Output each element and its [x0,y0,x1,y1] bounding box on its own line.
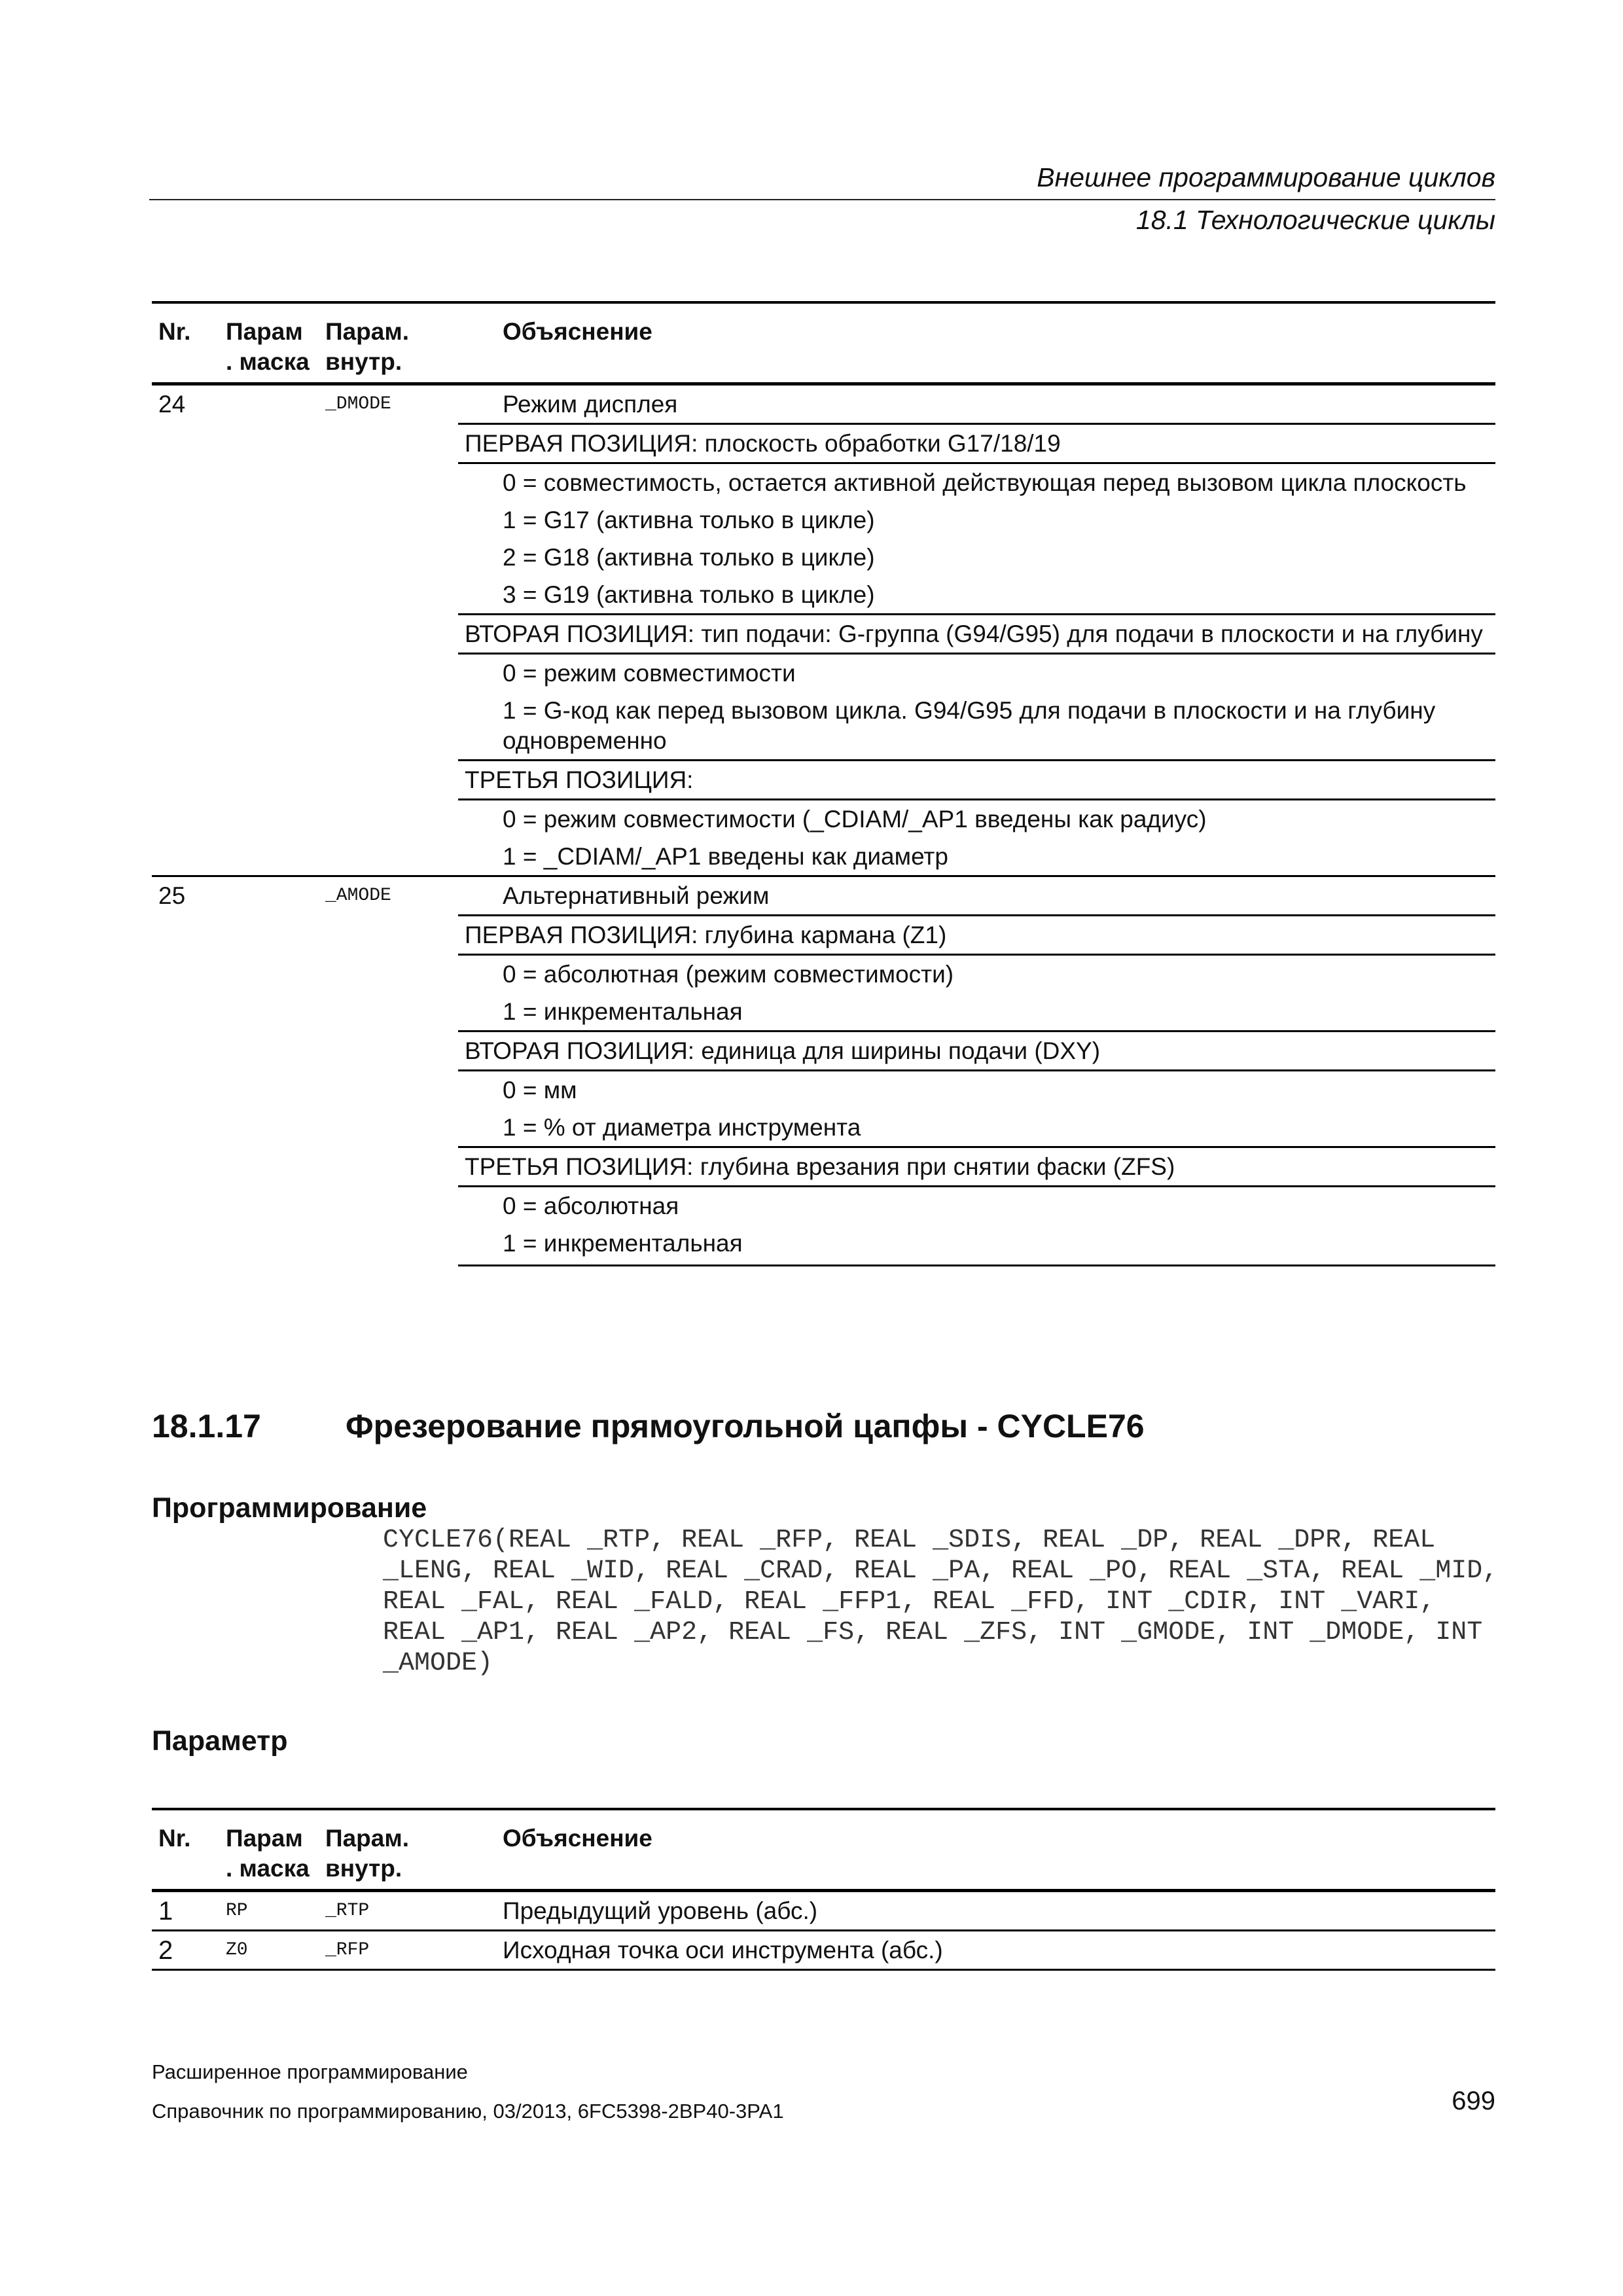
cycle-syntax: CYCLE76(REAL _RTP, REAL _RFP, REAL _SDIS, REAL _DP, REAL _DPR, REAL _LENG, REAL _WID, REAL _CRAD, REAL _PA, REAL _PO, REAL _STA, REAL _MID, REAL _FAL, REAL _FALD, REAL _FFP1, REAL _FFD, INT _CDIR, INT _VARI, REAL _AP1, REAL _AP2, REAL _FS, REAL _ZFS, INT _GMODE, INT _DMODE, INT _AMODE) [383,1526,1514,1678]
row-mask: RP [226,1901,248,1921]
row-title: Режим дисплея [503,391,678,418]
section-heading [152,1407,1145,1445]
table-header-row [152,302,1495,384]
parameter-table-continued [152,301,1495,1266]
table-row [152,876,1495,916]
position-heading: ТРЕТЬЯ ПОЗИЦИЯ: глубина врезания при снятии фаски (ZFS) [458,1147,1495,1187]
header-mask: Парам . маска [226,1825,310,1882]
row-internal: _DMODE [325,394,391,414]
row-mask [219,876,319,1266]
row-explanation: Исходная точка оси инструмента (абс.) [503,1937,943,1964]
header-nr: Nr. [158,1825,191,1852]
parameter-heading: Параметр [152,1725,288,1757]
position-value: 0 = абсолютная (режим совместимости) [496,955,1495,994]
table-row [152,1891,1495,1931]
table-row [152,1931,1495,1970]
running-header-chapter: Внешнее программирование циклов [1037,162,1495,192]
footer-title: Расширенное программирование [152,2060,468,2083]
header-nr: Nr. [158,318,191,345]
parameter-table [152,1808,1495,1971]
running-header-section: 18.1 Технологические циклы [1135,205,1495,235]
row-internal: _RTP [325,1901,370,1921]
row-mask [219,384,319,876]
position-value: 1 = инкрементальная [503,998,743,1025]
row-internal: _AMODE [319,876,458,1266]
table-row [152,384,1495,424]
row-internal: _RFP [325,1940,370,1960]
position-value: 0 = абсолютная [496,1187,1495,1225]
position-value: 1 = G-код как перед вызовом цикла. G94/G95 для подачи в плоскости и на глубину одновременно [503,697,1436,754]
position-value: 3 = G19 (активна только в цикле) [503,581,875,608]
position-value: 0 = совместимость, остается активной действующая перед вызовом цикла плоскость [496,463,1495,502]
position-heading: ТРЕТЬЯ ПОЗИЦИЯ: [458,761,1495,800]
section-number: 18.1.17 [152,1408,261,1444]
position-value: 1 = _CDIAM/_AP1 введены как диаметр [503,843,948,870]
row-explanation: Предыдущий уровень (абс.) [503,1897,818,1924]
page-number: 699 [1452,2087,1495,2115]
header-internal: Парам. внутр. [325,1825,410,1882]
row-nr: 1 [158,1897,173,1926]
position-heading: ПЕРВАЯ ПОЗИЦИЯ: плоскость обработки G17/18/19 [458,424,1495,463]
position-value: 0 = режим совместимости [496,654,1495,692]
row-title: Альтернативный режим [458,876,1495,916]
header-explanation: Объяснение [503,318,652,345]
position-heading: ВТОРАЯ ПОЗИЦИЯ: тип подачи: G-группа (G94/G95) для подачи в плоскости и на глубину [458,615,1495,654]
position-value: 1 = G17 (активна только в цикле) [503,507,875,533]
table-header-row [152,1809,1495,1891]
header-mask: Парам . маска [226,318,310,375]
row-nr: 24 [158,391,186,418]
programming-heading: Программирование [152,1492,427,1524]
position-value: 1 = % от диаметра инструмента [503,1114,861,1141]
section-title: Фрезерование прямоугольной цапфы - CYCLE76 [346,1408,1145,1444]
position-value: 0 = мм [496,1071,1495,1109]
row-nr: 2 [158,1936,173,1965]
header-internal: Парам. внутр. [325,318,410,375]
position-value: 0 = режим совместимости (_CDIAM/_AP1 введены как радиус) [496,800,1495,838]
row-nr: 25 [152,876,219,1266]
position-value: 1 = инкрементальная [503,1230,743,1257]
header-rule [149,199,1495,200]
footer-reference: Справочник по программированию, 03/2013, 6FC5398-2BP40-3PA1 [152,2100,784,2123]
row-mask: Z0 [226,1940,248,1960]
position-heading: ПЕРВАЯ ПОЗИЦИЯ: глубина кармана (Z1) [458,916,1495,955]
header-explanation: Объяснение [503,1825,652,1852]
position-heading: ВТОРАЯ ПОЗИЦИЯ: единица для ширины подачи (DXY) [458,1031,1495,1071]
position-value: 2 = G18 (активна только в цикле) [503,544,875,571]
